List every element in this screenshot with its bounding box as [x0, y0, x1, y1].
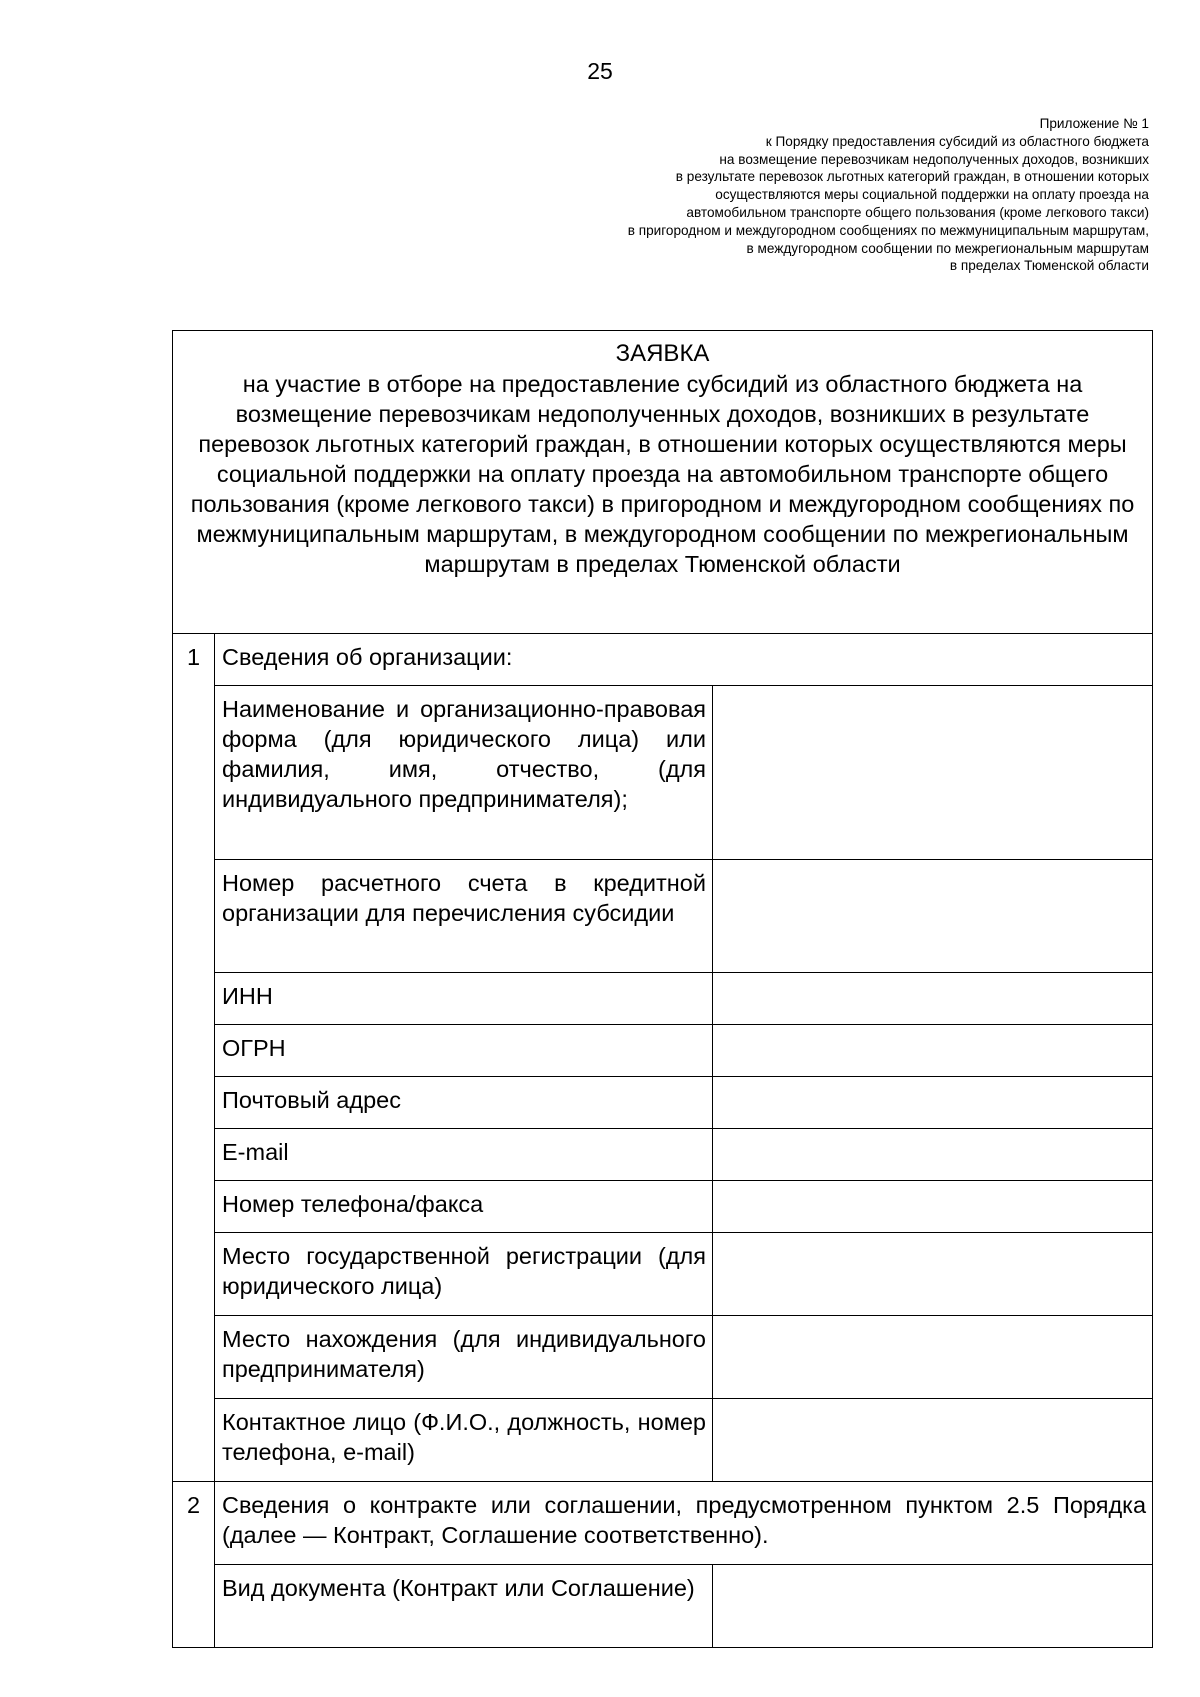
appendix-header — [449, 115, 1149, 275]
section-number: 1 — [173, 634, 215, 1482]
appendix-line: Приложение № 1 — [1039, 116, 1149, 131]
form-subtitle: на участие в отборе на предоставление субсидий из областного бюджета на возмещение перевозчикам недополученных доходов, возникших в результате перевозок льготных категорий граждан, в отношении которых осуществляются меры социальной поддержки на оплату проезда на автомобильном транспорте общего пользования (кроме легкового такси) в пригородном и междугородном сообщениях по межмуниципальным маршрутам, в междугородном сообщении по межрегиональным маршрутам в пределах Тюменской области — [190, 371, 1135, 577]
field-value-location[interactable] — [713, 1316, 1153, 1399]
section-heading: Сведения о контракте или соглашении, предусмотренном пунктом 2.5 Порядка (далее — Контракт, Соглашение соответственно). — [215, 1482, 1153, 1565]
field-value-org-name[interactable] — [713, 686, 1153, 860]
appendix-line: в междугородном сообщении по межрегиональным маршрутам — [746, 240, 1149, 256]
appendix-line: в результате перевозок льготных категорий граждан, в отношении которых — [675, 169, 1149, 185]
appendix-line: в пригородном и междугородном сообщениях по межмуниципальным маршрутам, — [627, 222, 1149, 238]
field-label-org-name: Наименование и организационно-правовая форма (для юридического лица) или фамилия, имя, отчество, (для индивидуального предпринимателя); — [215, 686, 713, 860]
field-value-postal-address[interactable] — [713, 1077, 1153, 1129]
field-label-location: Место нахождения (для индивидуального предпринимателя) — [215, 1316, 713, 1399]
application-form-table — [172, 330, 1153, 1648]
form-title: ЗАЯВКА — [615, 340, 710, 367]
field-value-phone-fax[interactable] — [713, 1181, 1153, 1233]
field-value-inn[interactable] — [713, 973, 1153, 1025]
appendix-line: к Порядку предоставления субсидий из областного бюджета — [765, 133, 1149, 149]
field-label-contact-person: Контактное лицо (Ф.И.О., должность, номер телефона, e-mail) — [215, 1399, 713, 1482]
field-label-inn: ИНН — [215, 973, 713, 1025]
field-label-document-type: Вид документа (Контракт или Соглашение) — [215, 1565, 713, 1648]
appendix-line: осуществляются меры социальной поддержки на оплату проезда на — [715, 187, 1149, 203]
appendix-line: в пределах Тюменской области — [949, 258, 1149, 274]
appendix-line: на возмещение перевозчикам недополученных доходов, возникших — [719, 151, 1149, 167]
field-label-email: E-mail — [215, 1129, 713, 1181]
section-number: 2 — [173, 1482, 215, 1648]
field-value-registration-place[interactable] — [713, 1233, 1153, 1316]
field-label-phone-fax: Номер телефона/факса — [215, 1181, 713, 1233]
form-title-cell — [173, 331, 1153, 634]
field-label-postal-address: Почтовый адрес — [215, 1077, 713, 1129]
field-label-registration-place: Место государственной регистрации (для юридического лица) — [215, 1233, 713, 1316]
page-number: 25 — [587, 58, 613, 84]
field-label-bank-account: Номер расчетного счета в кредитной организации для перечисления субсидии — [215, 860, 713, 973]
field-value-ogrn[interactable] — [713, 1025, 1153, 1077]
field-label-ogrn: ОГРН — [215, 1025, 713, 1077]
field-value-bank-account[interactable] — [713, 860, 1153, 973]
field-value-email[interactable] — [713, 1129, 1153, 1181]
section-heading: Сведения об организации: — [215, 634, 1153, 686]
field-value-document-type[interactable] — [713, 1565, 1153, 1648]
field-value-contact-person[interactable] — [713, 1399, 1153, 1482]
appendix-line: автомобильном транспорте общего пользования (кроме легкового такси) — [686, 204, 1149, 220]
